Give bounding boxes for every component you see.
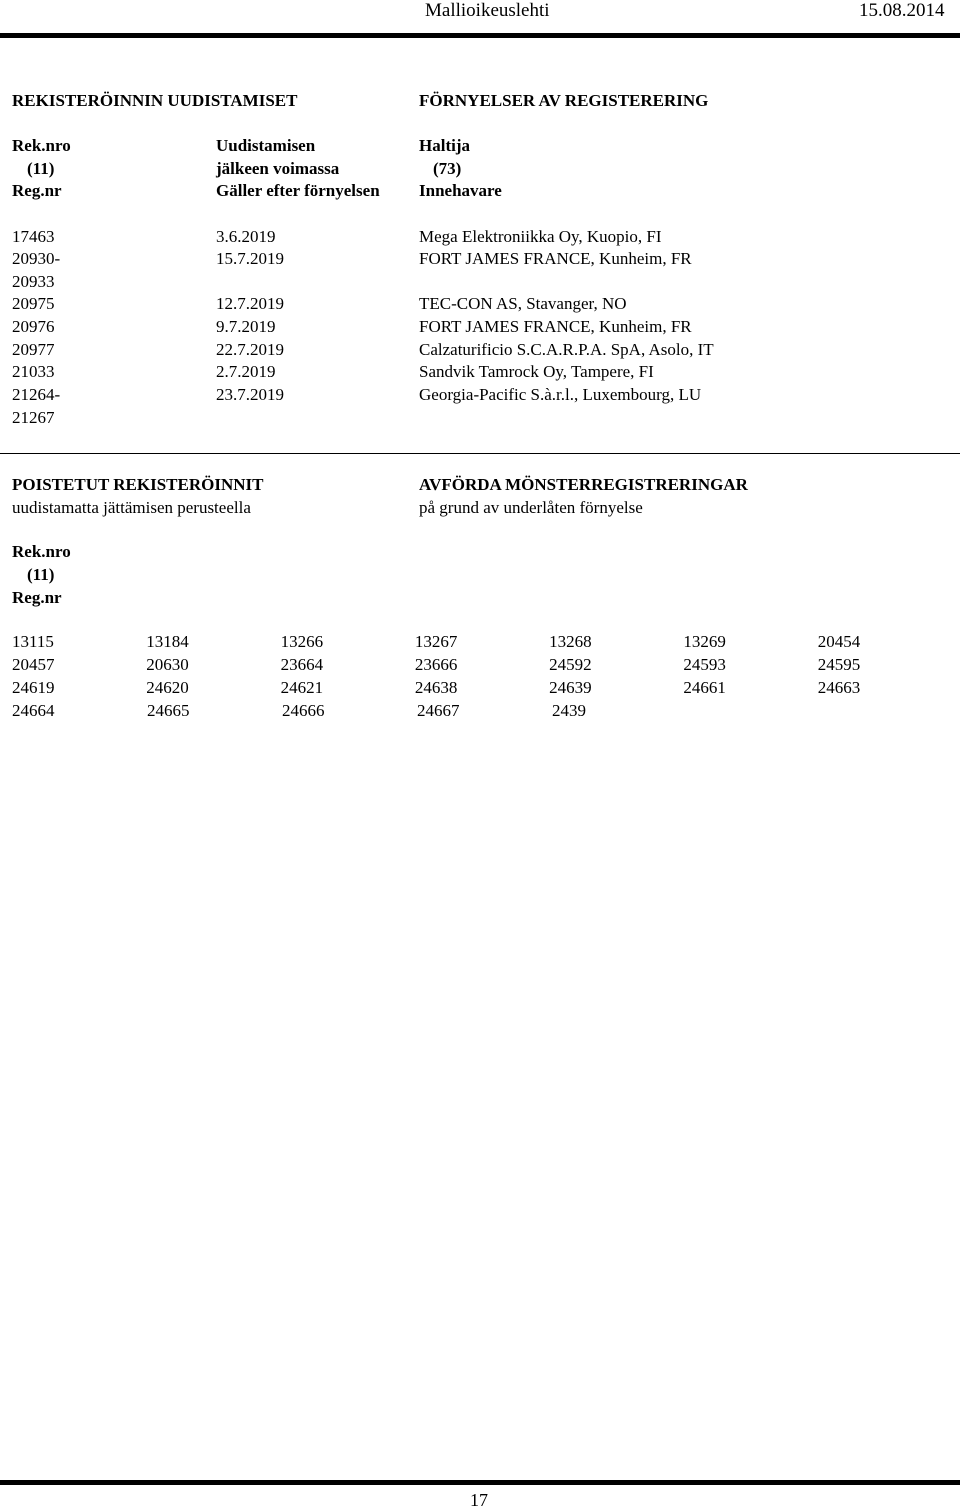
deleted-numbers-grid (12, 632, 952, 724)
reg-number: 13266 (280, 632, 324, 651)
deleted-col-label-2: (11) (27, 565, 55, 584)
deleted-col-label-3: Reg.nr (12, 588, 62, 607)
reg-number: 24664 (12, 701, 55, 720)
reg-number: 24595 (817, 655, 861, 674)
holder: Mega Elektroniikka Oy, Kuopio, FI (419, 227, 662, 246)
reg-number: 24667 (417, 701, 460, 720)
holder: FORT JAMES FRANCE, Kunheim, FR (419, 317, 692, 336)
deleted-title-sv: AVFÖRDA MÖNSTERREGISTRERINGAR (419, 475, 748, 494)
deleted-subtitle-fi: uudistamatta jättämisen perusteella (12, 498, 251, 517)
col-holder-label-2: (73) (433, 159, 462, 178)
section-divider (0, 453, 960, 454)
reg-number: 13267 (414, 632, 458, 651)
col-valid-label-2: jälkeen voimassa (216, 159, 340, 178)
renewals-title-fi: REKISTERÖINNIN UUDISTAMISET (12, 91, 298, 110)
reg-number: 24638 (414, 678, 458, 697)
reg-number: 24593 (683, 655, 726, 674)
reg-number: 21033 (12, 362, 55, 381)
col-holder-label-3: Innehavare (419, 181, 502, 200)
reg-number: 13184 (146, 632, 189, 651)
reg-number: 24666 (282, 701, 325, 720)
holder: FORT JAMES FRANCE, Kunheim, FR (419, 249, 692, 268)
valid-date: 15.7.2019 (216, 249, 284, 268)
valid-date: 3.6.2019 (216, 227, 276, 246)
number-row (12, 632, 952, 655)
renewals-title-sv: FÖRNYELSER AV REGISTERERING (419, 91, 709, 110)
reg-number: 21264- (12, 385, 61, 404)
reg-number: 24620 (146, 678, 189, 697)
number-row (12, 655, 952, 678)
footer-rule (0, 1480, 960, 1485)
reg-number: 24661 (683, 678, 726, 697)
reg-number: 20930- (12, 249, 61, 268)
deleted-col-label-1: Rek.nro (12, 542, 71, 561)
page-number: 17 (470, 1490, 488, 1510)
number-row (12, 701, 952, 724)
reg-number: 21267 (12, 408, 55, 427)
col-holder-label-1: Haltija (419, 136, 470, 155)
reg-number: 20977 (12, 340, 55, 359)
reg-number: 24621 (280, 678, 324, 697)
reg-number: 13269 (683, 632, 726, 651)
reg-number: 17463 (12, 227, 55, 246)
reg-number: 20457 (12, 655, 55, 674)
holder: Georgia-Pacific S.à.r.l., Luxembourg, LU (419, 385, 702, 404)
col-valid-label-1: Uudistamisen (216, 136, 316, 155)
valid-date: 12.7.2019 (216, 294, 284, 313)
deleted-subtitle-sv: på grund av underlåten förnyelse (419, 498, 643, 517)
reg-number: 24665 (147, 701, 190, 720)
valid-date: 23.7.2019 (216, 385, 284, 404)
reg-number: 24592 (549, 655, 592, 674)
reg-number: 20630 (146, 655, 189, 674)
reg-number: 23664 (280, 655, 324, 674)
col-regnr-label-2: (11) (27, 159, 55, 178)
valid-date: 22.7.2019 (216, 340, 284, 359)
holder: TEC-CON AS, Stavanger, NO (419, 294, 627, 313)
col-valid-label-3: Gäller efter förnyelsen (216, 181, 380, 200)
reg-number: 2439 (552, 701, 586, 720)
reg-number: 13115 (12, 632, 54, 651)
reg-number: 20975 (12, 294, 55, 313)
col-regnr-label-3: Reg.nr (12, 181, 62, 200)
issue-date: 15.08.2014 (859, 0, 945, 21)
header-rule (0, 33, 960, 38)
number-row (12, 678, 952, 701)
reg-number: 24663 (817, 678, 861, 697)
reg-number: 24639 (549, 678, 592, 697)
reg-number: 20933 (12, 272, 55, 291)
journal-title: Mallioikeuslehti (425, 0, 550, 21)
reg-number: 13268 (549, 632, 592, 651)
valid-date: 9.7.2019 (216, 317, 276, 336)
reg-number: 20976 (12, 317, 55, 336)
holder: Sandvik Tamrock Oy, Tampere, FI (419, 362, 654, 381)
deleted-title-fi: POISTETUT REKISTERÖINNIT (12, 475, 264, 494)
col-regnr-label-1: Rek.nro (12, 136, 71, 155)
valid-date: 2.7.2019 (216, 362, 276, 381)
reg-number: 20454 (817, 632, 861, 651)
reg-number: 24619 (12, 678, 55, 697)
holder: Calzaturificio S.C.A.R.P.A. SpA, Asolo, IT (419, 340, 714, 359)
reg-number: 23666 (414, 655, 458, 674)
